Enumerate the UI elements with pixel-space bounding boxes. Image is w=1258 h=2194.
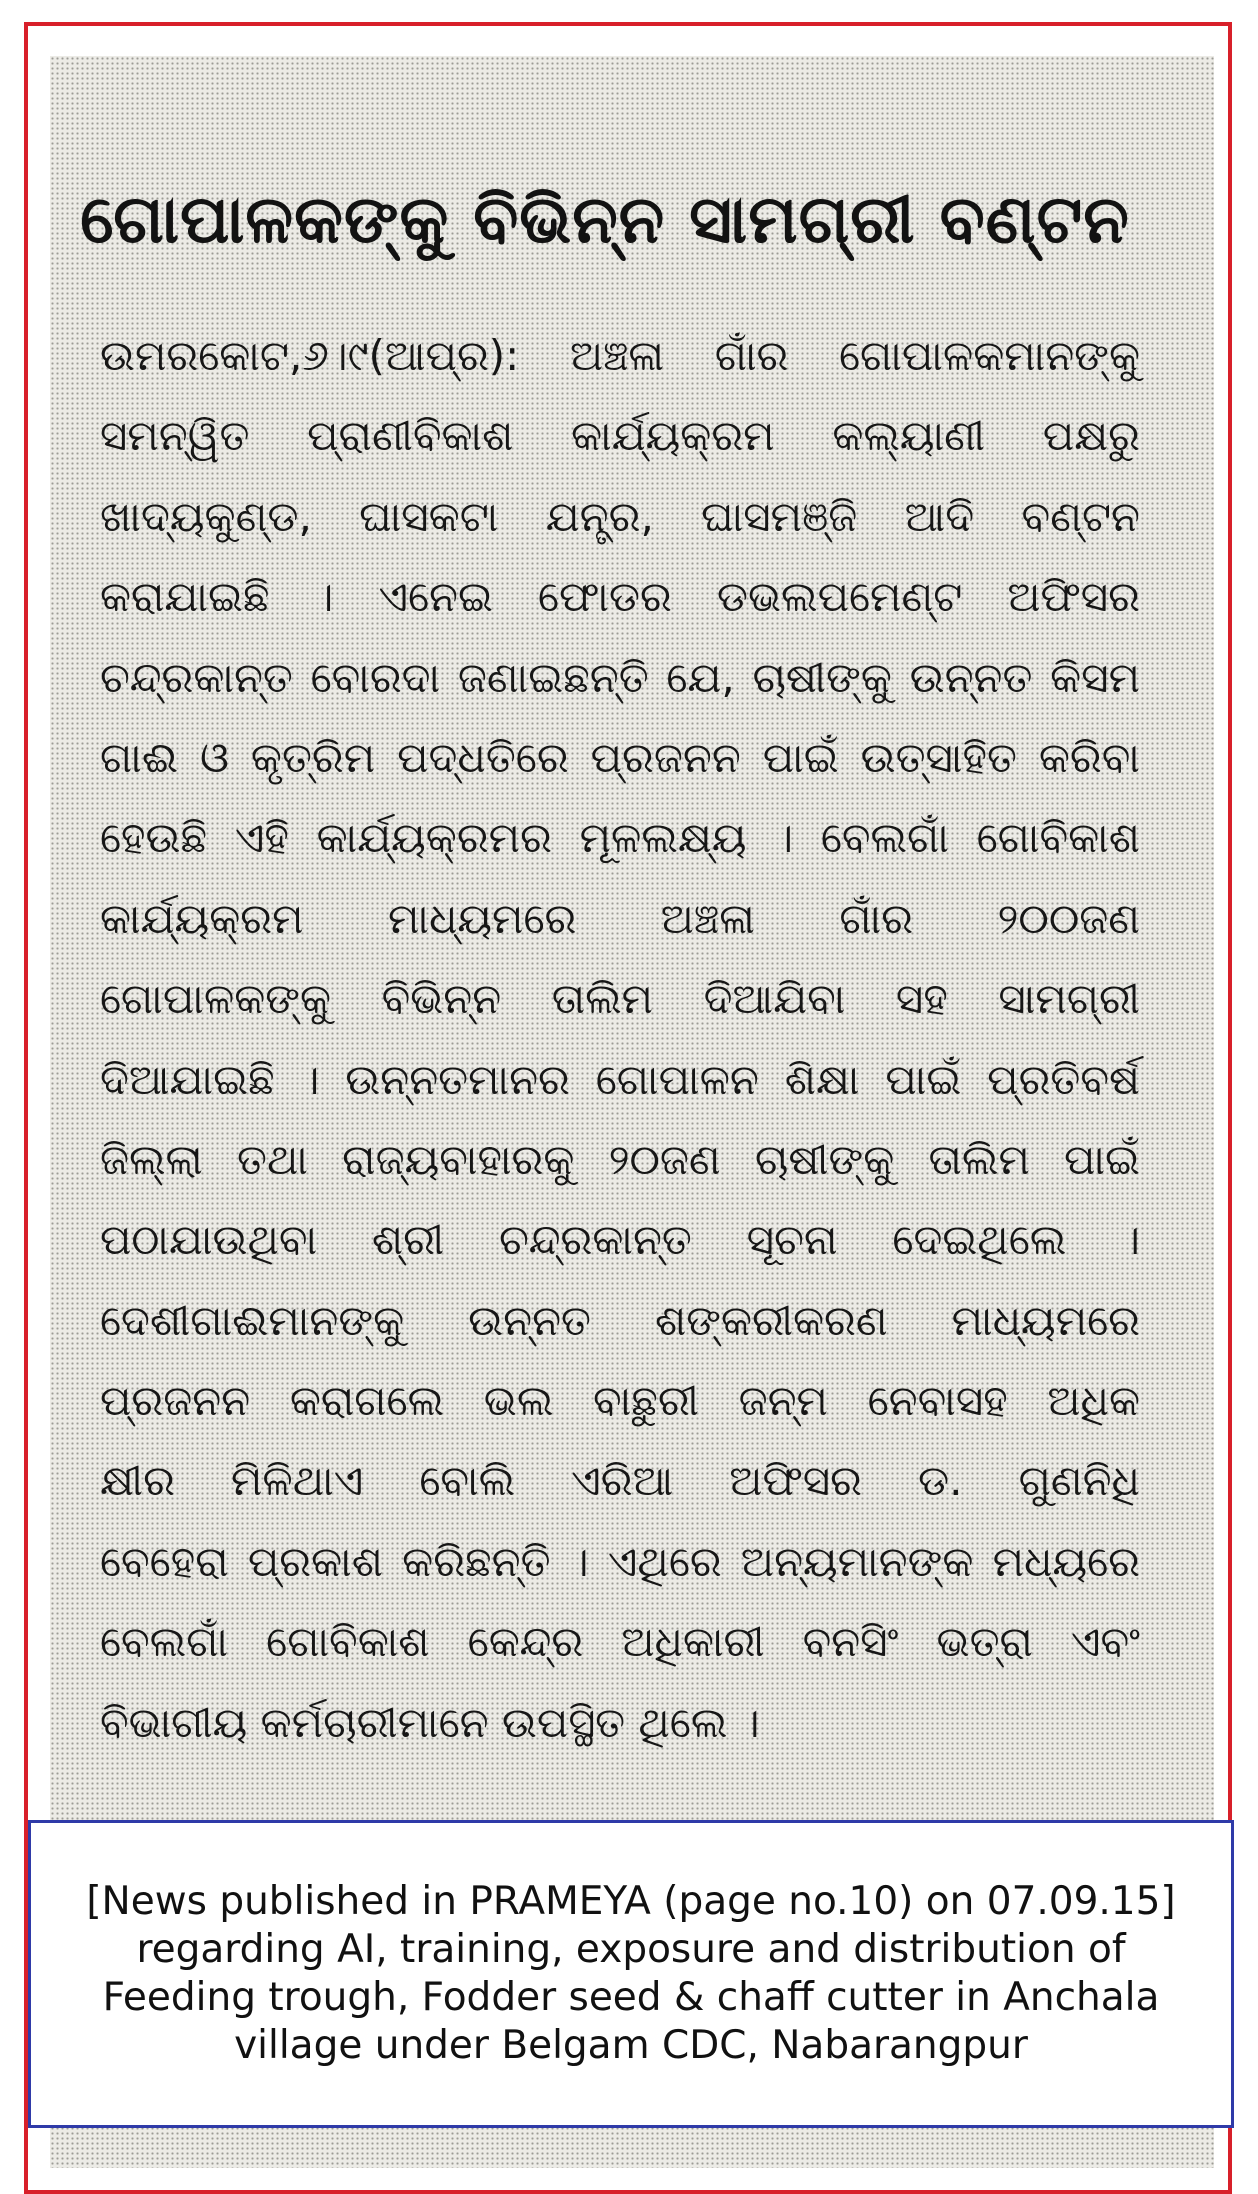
article-line: ବେଲଗାଁ ଗୋବିକାଶ କେନ୍ଦ୍ର ଅଧିକାରୀ ବନସିଂ ଭତ୍ରା ଏବଂ (100, 1617, 1140, 1667)
article-body (100, 316, 1140, 1763)
caption-text: [News published in PRAMEYA (page no.10) on 07.09.15] regarding AI, training, exposure and distribution of Feeding trough, Fodder seed & chaff cutter in Anchala village under Belgam CDC, Nabarangpur (86, 1879, 1176, 2068)
article-line: ଗାଈ ଓ କୃତ୍ରିମ ପଦ୍ଧତିରେ ପ୍ରଜନନ ପାଇଁ ଉତ୍ସାହିତ କରିବା (100, 732, 1140, 782)
article-line: ସମନ୍ୱିତ ପ୍ରାଣୀବିକାଶ କାର୍ଯ୍ୟକ୍ରମ କଲ୍ୟାଣୀ ପକ୍ଷରୁ (100, 411, 1140, 461)
article-headline: ଗୋପାଳକଙ୍କୁ ବିଭିନ୍ନ ସାମଗ୍ରୀ ବଣ୍ଟନ (80, 181, 1130, 258)
article-line: ଉମରକୋଟ,୬।୯(ଆପ୍ର): ଅଞ୍ଚଳା ଗାଁର ଗୋପାଳକମାନଙ୍କୁ (100, 331, 1140, 380)
article-line: ଦିଆଯାଇଛି । ଉନ୍ନତମାନର ଗୋପାଳନ ଶିକ୍ଷା ପାଇଁ ପ୍ରତିବର୍ଷ (100, 1054, 1140, 1104)
article-line: ଦେଶୀଗାଈମାନଙ୍କୁ ଉନ୍ନତ ଶଙ୍କରୀକରଣ ମାଧ୍ୟମରେ (100, 1295, 1140, 1345)
article-line: ଜିଲ୍ଲା ତଥା ରାଜ୍ୟବାହାରକୁ ୨୦ଜଣ ଚାଷୀଙ୍କୁ ତାଲିମ ପାଇଁ (100, 1134, 1140, 1184)
article-line: ବିଭାଗୀୟ କର୍ମଚାରୀମାନେ ଉପସ୍ଥିତ ଥିଲେ । (100, 1697, 760, 1747)
article-line: କାର୍ଯ୍ୟକ୍ରମ ମାଧ୍ୟମରେ ଅଞ୍ଚଳା ଗାଁର ୨୦୦ଜଣ (100, 893, 1140, 943)
article-line: କରାଯାଇଛି । ଏନେଇ ଫୋଡର ଡଭଲପମେଣ୍ଟ ଅଫିସର (100, 572, 1140, 622)
article-line: ପଠାଯାଉଥିବା ଶ୍ରୀ ଚନ୍ଦ୍ରକାନ୍ତ ସୂଚନା ଦେଇଥିଲେ । (100, 1215, 1140, 1265)
article-line: ପ୍ରଜନନ କରାଗଲେ ଭଲ ବାଛୁରୀ ଜନ୍ମ ନେବାସହ ଅଧିକ (100, 1376, 1140, 1426)
article-line: ଖାଦ୍ୟକୁଣ୍ଡ, ଘାସକଟା ଯନ୍ତ୍ର, ଘାସମଞ୍ଜି ଆଦି ବଣ୍ଟନ (100, 491, 1140, 541)
article-line: ଚନ୍ଦ୍ରକାନ୍ତ ବୋରଦା ଜଣାଇଛନ୍ତି ଯେ, ଚାଷୀଙ୍କୁ ଉନ୍ନତ କିସମ (100, 652, 1140, 702)
article-line: କ୍ଷୀର ମିଳିଥାଏ ବୋଲି ଏରିଆ ଅଫିସର ଡ. ଗୁଣନିଧି (100, 1456, 1140, 1506)
article-line: ହେଉଛି ଏହି କାର୍ଯ୍ୟକ୍ରମର ମୂଳଲକ୍ଷ୍ୟ । ବେଲଗାଁ ଗୋବିକାଶ (100, 813, 1140, 863)
article-line: ଗୋପାଳକଙ୍କୁ ବିଭିନ୍ନ ତାଲିମ ଦିଆଯିବା ସହ ସାମଗ୍ରୀ (100, 974, 1140, 1024)
article-line: ବେହେରା ପ୍ରକାଶ କରିଛନ୍ତି । ଏଥିରେ ଅନ୍ୟମାନଙ୍କ ମଧ୍ୟରେ (100, 1536, 1140, 1586)
caption-box (28, 1820, 1234, 2128)
